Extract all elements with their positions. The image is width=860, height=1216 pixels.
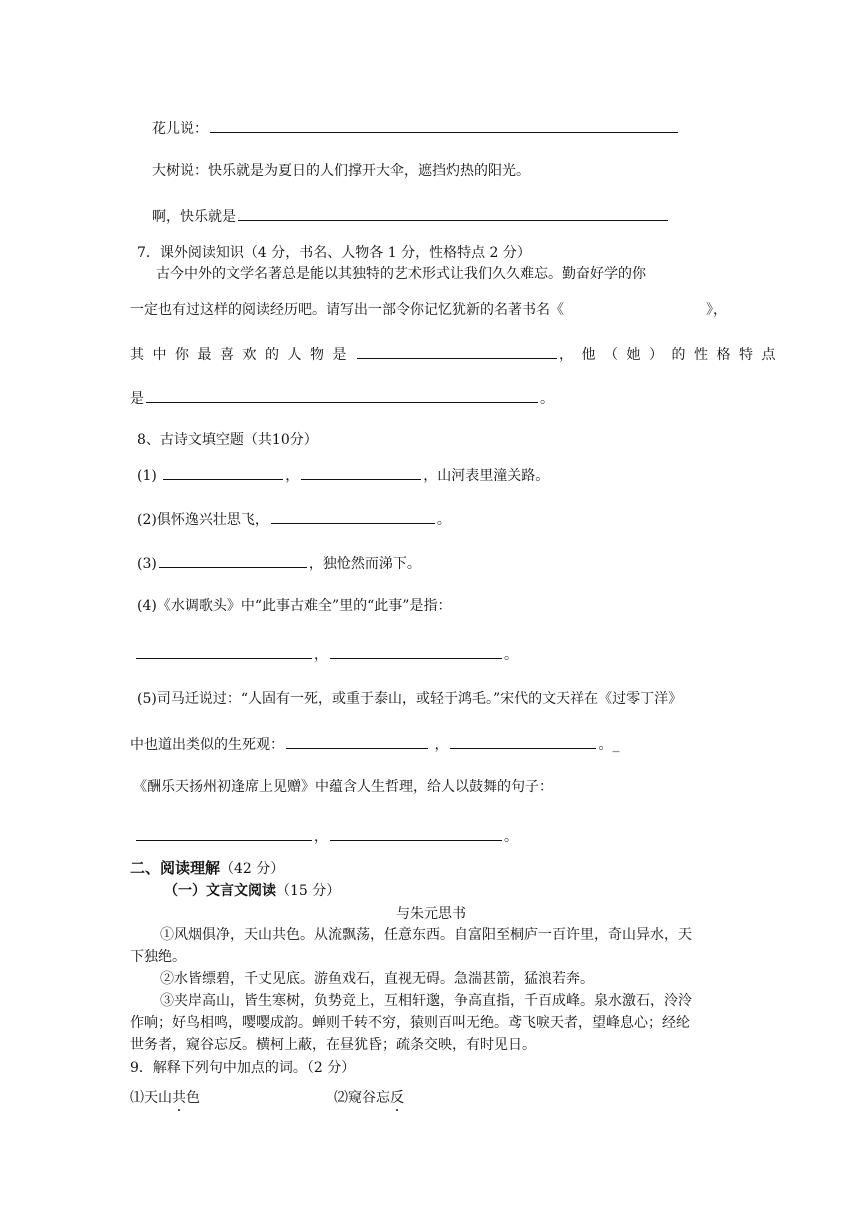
q8-item6-period: 。 bbox=[504, 829, 518, 845]
q8-item1-end: ，山河表里潼关路。 bbox=[423, 468, 550, 484]
q8-item6-comma: ， bbox=[314, 829, 328, 845]
q6-flower-label: 花儿说： bbox=[152, 121, 208, 137]
book-title-blank[interactable] bbox=[566, 300, 704, 314]
q9-item2 bbox=[334, 1089, 404, 1107]
q7-line4 bbox=[130, 388, 554, 408]
q8-item2-end: 。 bbox=[436, 512, 451, 528]
answer-blank[interactable] bbox=[163, 465, 283, 480]
answer-blank[interactable] bbox=[330, 826, 502, 841]
q8-item2 bbox=[137, 509, 451, 529]
part2-heading-text: 二、阅读理解 bbox=[130, 859, 221, 877]
q8-item6-answer bbox=[134, 826, 518, 846]
q8-item5-prefix: 中也道出类似的生死观： bbox=[130, 737, 284, 753]
passage-p1-line2: 下独绝。 bbox=[130, 949, 186, 965]
part2-subheading-score: （15 分） bbox=[276, 883, 341, 899]
passage-p3-line2: 作响；好鸟相鸣，嘤嘤成韵。蝉则千转不穷，猿则百叫无绝。鸢飞唳天者，望峰息心；经纶 bbox=[130, 1015, 690, 1031]
passage-p3-line1: ③夹岸高山，皆生寒树，负势竞上，互相轩邈，争高直指，千百成峰。泉水激石，泠泠 bbox=[160, 993, 692, 1009]
q8-item4: (4)《水调歌头》中“此事古难全”里的“此事”是指： bbox=[137, 598, 452, 614]
answer-blank[interactable] bbox=[301, 465, 421, 480]
q7-line3 bbox=[130, 344, 784, 364]
q8-item1-num: (1) bbox=[137, 468, 157, 484]
q9-title: 9．解释下列句中加点的词。（2 分） bbox=[130, 1060, 356, 1076]
q8-item6: 《酬乐天扬州初逢席上见赠》中蕴含人生哲理，给人以鼓舞的句子： bbox=[133, 779, 553, 795]
q8-item5-line1: (5)司马迁说过：“人固有一死，或重于泰山，或轻于鸿毛。”宋代的文天祥在《过零丁洋》 bbox=[137, 691, 683, 707]
answer-blank[interactable] bbox=[136, 644, 312, 659]
passage-p2-line1: ②水皆缥碧，千丈见底。游鱼戏石，直视无碍。急湍甚箭，猛浪若奔。 bbox=[160, 971, 594, 987]
q6-tree-line: 大树说：快乐就是为夏日的人们撑开大伞，遮挡灼热的阳光。 bbox=[152, 163, 530, 179]
part2-subheading bbox=[164, 882, 340, 900]
q8-item5-comma: ， bbox=[430, 737, 449, 753]
q7-line3-text: 其中你最喜欢的人物是 bbox=[130, 347, 355, 363]
part2-subheading-text: （一）文言文阅读 bbox=[164, 883, 276, 899]
q9-item1 bbox=[130, 1089, 200, 1107]
q7-line4-text: 是 bbox=[130, 391, 144, 407]
q9-item1-dotted-word: 共 bbox=[172, 1090, 186, 1106]
q7-line1: 古今中外的文学名著总是能以其独特的艺术形式让我们久久难忘。勤奋好学的你 bbox=[156, 266, 646, 282]
q9-item1-post: 色 bbox=[186, 1090, 200, 1106]
q8-item3-num: (3) bbox=[137, 556, 157, 572]
answer-blank[interactable] bbox=[450, 734, 596, 749]
q8-item3-end: ，独怆然而涕下。 bbox=[308, 556, 421, 572]
q8-item4-answer bbox=[134, 644, 518, 664]
answer-blank[interactable] bbox=[330, 644, 502, 659]
q7-line2 bbox=[130, 300, 727, 319]
q8-item5-line2 bbox=[130, 734, 619, 754]
q8-item4-period: 。 bbox=[504, 647, 518, 663]
q7-line3-suffix: ，他（她）的性格特点 bbox=[559, 347, 784, 363]
q6-ah-line bbox=[152, 206, 670, 226]
character-blank[interactable] bbox=[357, 344, 557, 359]
q6-flower-line bbox=[152, 118, 680, 138]
passage-p3-line3: 世务者，窥谷忘反。横柯上蔽，在昼犹昏；疏条交映，有时见日。 bbox=[130, 1037, 536, 1053]
answer-blank[interactable] bbox=[210, 118, 678, 133]
passage-title: 与朱元思书 bbox=[396, 906, 466, 922]
q7-line4-suffix: 。 bbox=[540, 391, 554, 407]
part2-heading bbox=[130, 859, 284, 878]
q8-title: 8、古诗文填空题（共10分） bbox=[137, 432, 318, 448]
answer-blank[interactable] bbox=[159, 553, 307, 568]
q8-item5-end: 。_ bbox=[598, 737, 620, 753]
q9-item2-dotted-word: 反 bbox=[390, 1090, 404, 1106]
q7-line2-suffix: 》， bbox=[706, 302, 727, 318]
q8-item1 bbox=[137, 465, 549, 485]
answer-blank[interactable] bbox=[271, 509, 435, 524]
q7-line2-text: 一定也有过这样的阅读经历吧。请写出一部令你记忆犹新的名著书名《 bbox=[130, 302, 564, 318]
q7-title: 7．课外阅读知识（4 分，书名、人物各 1 分，性格特点 2 分） bbox=[137, 245, 531, 261]
trait-blank[interactable] bbox=[146, 388, 538, 403]
passage-p1-line1: ①风烟俱净，天山共色。从流飘荡，任意东西。自富阳至桐庐一百许里，奇山异水，天 bbox=[160, 927, 692, 943]
part2-heading-score: （42 分） bbox=[220, 861, 285, 877]
answer-blank[interactable] bbox=[286, 734, 428, 749]
q8-item2-text: (2)俱怀逸兴壮思飞， bbox=[137, 512, 269, 528]
answer-blank[interactable] bbox=[238, 206, 668, 221]
q9-item1-pre: ⑴天山 bbox=[130, 1090, 172, 1106]
answer-blank[interactable] bbox=[136, 826, 312, 841]
q6-ah-label: 啊，快乐就是 bbox=[152, 209, 236, 225]
q8-item1-comma: ， bbox=[285, 468, 300, 484]
q8-item3 bbox=[137, 553, 421, 573]
q8-item4-comma: ， bbox=[314, 647, 328, 663]
q9-item2-pre: ⑵窥谷忘 bbox=[334, 1090, 390, 1106]
